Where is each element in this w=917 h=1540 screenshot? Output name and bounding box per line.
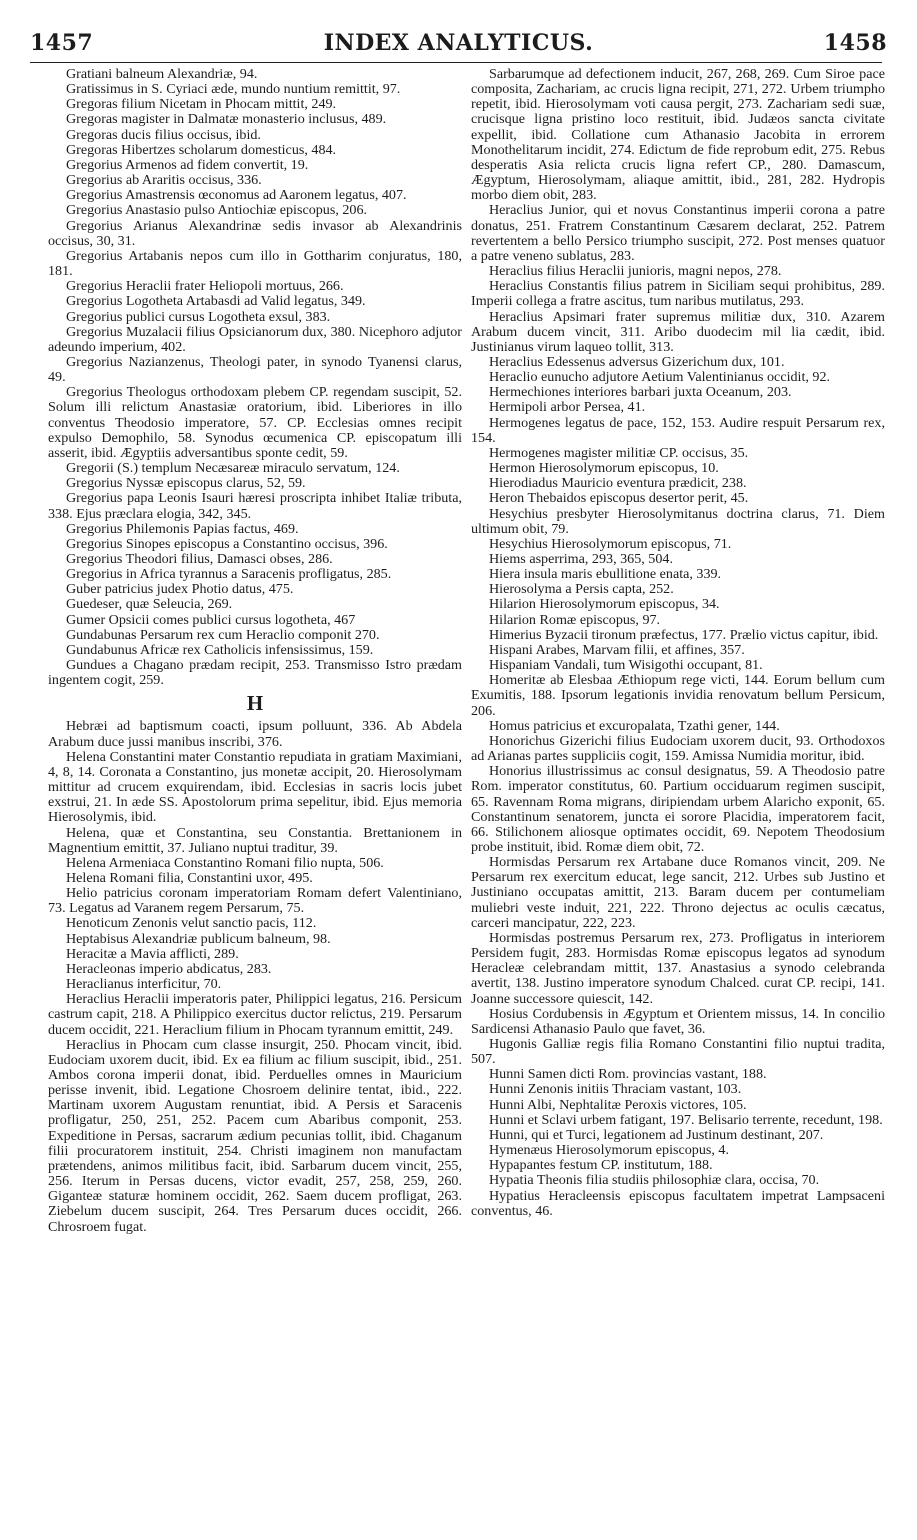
index-entry: Hypatius Heracleensis episcopus facultatem impetrat Lampsaceni conventus, 46. (471, 1187, 885, 1219)
index-entry: Hymenæus Hierosolymorum episcopus, 4. (489, 1142, 729, 1159)
letter-heading: H (246, 691, 264, 716)
index-entry: Helena Armeniaca Constantino Romani filio nupta, 506. (66, 854, 384, 871)
index-entry: Gregorius Theodori filius, Damasci obses, 286. (66, 551, 333, 567)
index-entry: Heracleonas imperio abdicatus, 283. (66, 960, 272, 977)
index-entry: Heptabisus Alexandriæ publicum balneum, 98. (66, 930, 331, 947)
index-entry: Gregorius papa Leonis Isauri hæresi proscripta inhibet Italiæ tributa, 338. Ejus præclara elogia, 342, 345. (48, 490, 462, 522)
index-entry: Gregorius Philemonis Papias factus, 469. (66, 520, 299, 537)
index-entry: Hilarion Hierosolymorum episcopus, 34. (489, 596, 720, 613)
index-entry: Gregoras magister in Dalmatæ monasterio inclusus, 489. (66, 111, 387, 128)
index-entry: Heron Thebaidos episcopus desertor perit, 45. (489, 490, 749, 507)
index-entry: Hunni et Sclavi urbem fatigant, 197. Belisario terrente, recedunt, 198. (489, 1111, 883, 1128)
index-entry: Heraclius filius Heraclii junioris, magni nepos, 278. (489, 263, 782, 280)
index-entry: Hermechiones interiores barbari juxta Oceanum, 203. (489, 384, 792, 401)
index-entry: Hiera insula maris ebullitione enata, 339. (489, 566, 722, 583)
header-rule (30, 62, 882, 63)
index-entry: Heraclius Heraclii imperatoris pater, Philippici legatus, 216. Persicum castrum capit, 218. A Philippico exercitus ductor relictus, 219. Persarum ducem occidit, 221. Heraclium filium in Phocam tyrannum emittit, 249. (48, 991, 462, 1038)
index-entry: Hunni Zenonis initiis Thraciam vastant, 103. (489, 1081, 742, 1098)
index-entry: Heraclius Edessenus adversus Gizerichum dux, 101. (489, 353, 785, 370)
index-entry: Gregorius in Africa tyrannus a Saracenis profligatus, 285. (66, 566, 392, 583)
index-entry: Gundabunas Persarum rex cum Heraclio componit 270. (66, 626, 380, 643)
page-number-right: 1458 (823, 30, 887, 56)
index-entry: Hilarion Romæ episcopus, 97. (489, 611, 661, 628)
index-entry: Heracitæ a Mavia afflicti, 289. (66, 945, 239, 962)
index-entry: Henoticum Zenonis velut sanctio pacis, 112. (66, 915, 317, 932)
index-entry: Honorichus Gizerichi filius Eudociam uxorem ducit, 93. Orthodoxos ad Arianas partes suppliciis cogit, 159. Amissa Numidia moritur, ibid. (471, 732, 885, 765)
index-entry: Hormisdas Persarum rex Artabane duce Romanos vincit, 209. Ne Persarum rex exercitum educat, lege sancit, 212. Urbes sub Justino et Justiniano occupatas amittit, 213. Baram ducem per contumeliam muliebri veste induit, 221, 222. Throno dejectus ac oculis cæcatus, carceri mancipatur, 222, 223. (471, 854, 885, 931)
index-entry: Honorius illustrissimus ac consul designatus, 59. A Theodosio patre Rom. imperator constitutus, 60. Partium occiduarum regimen suscipit, 65. Ravennam Roma migrans, diripiendam urbem Alaricho exponit, 65. Constantinum senatorem, juncta ei sorore Placidia, imperatorem facit, 66. Stilichonem aliosque optimates occidit, 69. Nepotem Theodosium probe instituit, ibid. Romæ diem obit, 72. (471, 763, 885, 855)
index-entry: Hormisdas postremus Persarum rex, 273. Profligatus in interiorem Persidem fugit, 283. Hormisdas Romæ episcopus legatos ad synodum Heracleæ celebrandam mittit, 137. Anastasius a synodo celebranda avertit, 138. Justino imperatore synodum Chalced. curat CP. recipi, 141. Joanne successore quiescit, 142. (471, 929, 885, 1007)
left-column (48, 67, 462, 1522)
index-entry: Hiems asperrima, 293, 365, 504. (489, 551, 673, 567)
index-entry: Gregorius Artabanis nepos cum illo in Gottharim conjuratus, 180, 181. (48, 247, 462, 280)
index-entry: Gregorius Logotheta Artabasdi ad Valid legatus, 349. (66, 293, 366, 310)
index-entry: Heraclius Junior, qui et novus Constantinus imperii corona a patre donatus, 251. Fratrem Constantinum Cæsarem declarat, 252. Patrem revertentem a bello Persico triumpho suscipit, 272. Post menses quatuor a patre veneno sublatus, 283. (471, 202, 885, 264)
index-entry: Gregorius Armenos ad fidem convertit, 19. (66, 156, 309, 173)
index-entry: Gundabunus Africæ rex Catholicis infensissimus, 159. (66, 641, 374, 658)
index-entry: Guedeser, quæ Seleucia, 269. (66, 596, 233, 613)
page-number-left: 1457 (30, 30, 94, 56)
index-entry: Helena Romani filia, Constantini uxor, 495. (66, 869, 313, 886)
index-entry: Heraclius in Phocam cum classe insurgit, 250. Phocam vincit, ibid. Eudociam uxorem ducit, ibid. Ex ea filium ac filium suscipit, ibid., 251. Ambos corona imperii donat, ibid. Perduelles omnes in Mauricium perisse invenit, ibid. Legatione Chosroem delinire tentat, ibid., 222. Martinam uxorem Augustam renuntiat, ibid. A Persis et Saracenis profligatur, 250, 251, 252. Pacem cum Abaribus componit, 253. Expeditione in Persas, sacrarum ædium pecunias tollit, ibid. Chaganum filii procuratorem instituit, 254. Christi imaginem non manufactam prætendens, animos militibus facit, ibid. Sarbarum ducem vincit, 255, 256. Iterum in Persas ducens, victor evadit, 257, 258, 259, 260. Giganteæ staturæ hominem occidit, 262. Saem ducem profligat, 263. Ziebelum ducem suscipit, 264. Tres Persarum duces occidit, 266. Chrosroem fugat. (48, 1036, 462, 1235)
index-entry: Hermipoli arbor Persea, 41. (489, 399, 646, 416)
index-entry: Hispani Arabes, Marvam filii, et affines, 357. (489, 641, 745, 658)
index-entry: Gregoras Hibertzes scholarum domesticus, 484. (66, 141, 337, 158)
index-entry: Hunni Albi, Nephtalitæ Peroxis victores, 105. (489, 1096, 747, 1113)
index-entry: Hypapantes festum CP. institutum, 188. (489, 1157, 713, 1174)
index-entry: Gratiani balneum Alexandriæ, 94. (66, 67, 258, 82)
index-entry: Gregorius Heraclii frater Heliopoli mortuus, 266. (66, 278, 344, 295)
index-entry: Gratissimus in S. Cyriaci æde, mundo nuntium remittit, 97. (66, 81, 401, 98)
index-entry: Gregorius Nyssæ episcopus clarus, 52, 59. (66, 475, 306, 492)
index-entry: Gregorii (S.) templum Necæsareæ miraculo servatum, 124. (66, 460, 400, 477)
index-entry: Guber patricius judex Photio datus, 475. (66, 581, 294, 598)
index-entry: Helena, quæ et Constantina, seu Constantia. Brettanionem in Magnentium emittit, 37. Juliano nuptui traditur, 39. (48, 824, 462, 856)
index-entry: Hunni Samen dicti Rom. provincias vastant, 188. (489, 1066, 767, 1083)
index-entry: Himerius Byzacii tironum præfectus, 177. Prælio victus capitur, ibid. (489, 626, 879, 643)
index-entry: Gregorius ab Araritis occisus, 336. (66, 172, 262, 189)
index-entry: Hierodiadus Mauricio eventura prædicit, 238. (489, 475, 747, 492)
running-title: INDEX ANALYTICUS. (323, 30, 594, 56)
index-entry: Gregorius Anastasio pulso Antiochiæ episcopus, 206. (66, 202, 368, 219)
index-entry: Hermon Hierosolymorum episcopus, 10. (489, 460, 719, 477)
index-entry: Gregorius Arianus Alexandrinæ sedis invasor ab Alexandrinis occisus, 30, 31. (48, 217, 462, 249)
index-entry: Gregorius Amastrensis œconomus ad Aaronem legatus, 407. (66, 187, 407, 204)
index-entry: Sarbarumque ad defectionem inducit, 267, 268, 269. Cum Siroe pace composita, Zachariam, ac crucis ligna recipit, 271, 272. Urbem triumpho repetit, ibid. Hierosolymam voti causa pergit, 273. Zachariam sedi suæ, crucisque ligna pristino loco restituit, ibid. Judæos sancta civitate expellit, ibid. Collatione cum Athanasio Jacobita in errorem Monothelitarum incidit, 274. Edictum de fide reprobum edit, 275. Rebus desperatis Asia relicta crucis ligna refert CP., 280. Damascum, Ægyptum, Hierosolymam, aliaque amittit, ibid., 281, 282. Hydropis morbo diem obit, 283. (471, 67, 885, 204)
index-entry: Heraclio eunucho adjutore Aetium Valentinianus occidit, 92. (489, 369, 831, 386)
index-entry: Gregorius Theologus orthodoxam plebem CP. regendam suscipit, 52. Solum illi relictum Anastasiæ oratorium, ibid. Liberiores in illo conventus Theodosio imperatore, 57. CP. Ecclesias omnes recipit expulso Demophilo, 58. Synodus œcumenica CP. episcopatum illi asserit, ibid. Ægyptiis adversantibus sponte cedit, 59. (48, 384, 462, 461)
index-entry: Helena Constantini mater Constantio repudiata in gratiam Maximiani, 4, 8, 14. Coronata a Constantino, jus monetæ accipit, 20. Hierosolymam mittitur ad crucem exquirendam, ibid. Ecclesias in sacris locis jubet exstrui, 21. In æde SS. Apostolorum prima sepelitur, ibid. Ejus memoria Hierosolymis, ibid. (48, 748, 462, 826)
index-entry: Helio patricius coronam imperatoriam Romam defert Valentiniano, 73. Legatus ad Varanem regem Persarum, 75. (48, 885, 462, 917)
index-entry: Hosius Cordubensis in Ægyptum et Orientem missus, 14. In concilio Sardicensi Athanasio Paulo que favet, 36. (471, 1005, 885, 1037)
index-entry: Gregorius Sinopes episcopus a Constantino occisus, 396. (66, 535, 388, 552)
index-entry: Gregoras filium Nicetam in Phocam mittit, 249. (66, 96, 337, 113)
index-entry: Hesychius presbyter Hierosolymitanus doctrina clarus, 71. Diem ultimum obit, 79. (471, 505, 885, 537)
index-entry: Gregoras ducis filius occisus, ibid. (66, 126, 261, 143)
index-entry: Hermogenes magister militiæ CP. occisus, 35. (489, 444, 749, 461)
index-entry: Gumer Opsicii comes publici cursus logotheta, 467 (66, 611, 356, 628)
index-entry: Gregorius publici cursus Logotheta exsul, 383. (66, 308, 331, 325)
index-entry: Homus patricius et excuropalata, Tzathi gener, 144. (489, 717, 780, 734)
index-entry: Hierosolyma a Persis capta, 252. (489, 581, 674, 598)
index-entry: Hispaniam Vandali, tum Wisigothi occupant, 81. (489, 657, 763, 674)
page-header (0, 30, 917, 60)
right-column (471, 67, 885, 1522)
index-entry: Gundues a Chagano prædam recipit, 253. Transmisso Istro prædam ingentem cogit, 259. (48, 657, 462, 689)
index-entry: Gregorius Muzalacii filius Opsicianorum dux, 380. Nicephoro adjutor adeundo imperium, 402. (48, 323, 462, 355)
index-entry: Gregorius Nazianzenus, Theologi pater, in synodo Tyanensi clarus, 49. (48, 353, 462, 386)
index-entry: Hesychius Hierosolymorum episcopus, 71. (489, 535, 732, 552)
index-entry: Heraclianus interficitur, 70. (66, 976, 222, 993)
index-entry: Heraclius Apsimari frater supremus militiæ dux, 310. Azarem Arabum ducem vincit, 311. Aribo duodecim mil lia cædit, ibid. Justinianus virum laqueo tollit, 313. (471, 308, 885, 355)
index-entry: Heraclius Constantis filius patrem in Siciliam sequi prohibitus, 289. Imperii collega a fratre ascitus, tum naribus mutilatus, 293. (471, 278, 885, 310)
index-entry: Hermogenes legatus de pace, 152, 153. Audire respuit Persarum rex, 154. (471, 414, 885, 446)
index-entry: Hebræi ad baptismum coacti, ipsum polluunt, 336. Ab Abdela Arabum duce jussi manibus inscribi, 376. (48, 718, 462, 750)
index-entry: Homeritæ ab Elesbaa Æthiopum rege victi, 144. Eorum bellum cum Exumitis, 188. Ipsorum legationis invidia renovatum bellum Persicum, 206. (471, 672, 885, 719)
index-entry: Hunni, qui et Turci, legationem ad Justinum destinant, 207. (489, 1126, 824, 1143)
index-entry: Hugonis Galliæ regis filia Romano Constantini filio nuptui tradita, 507. (471, 1036, 885, 1068)
index-entry: Hypatia Theonis filia studiis philosophiæ clara, occisa, 70. (489, 1172, 820, 1189)
